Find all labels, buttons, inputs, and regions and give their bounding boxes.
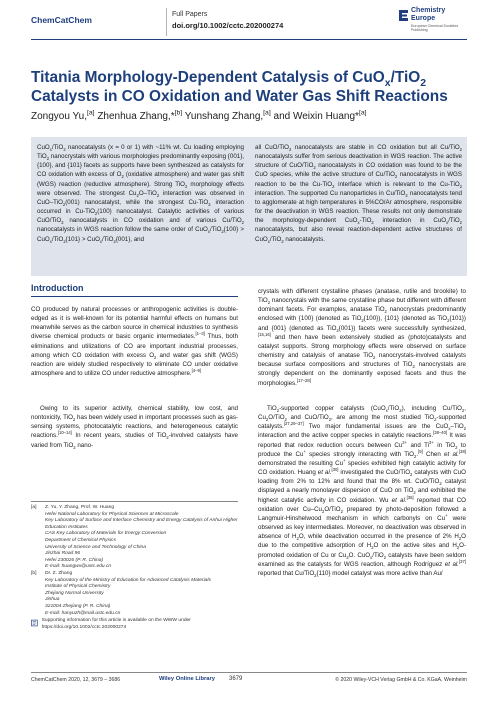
footer-citation: ChemCatChem 2020, 12, 3679 – 3686 — [31, 677, 121, 683]
right-paragraph-1: crystals with different crystalline phases (anatase, rutile and brookite) to TiO$_2$ nanocrystals with the same crystalline phase but different with different dominant facets. For examples, anatase TiO$_2$ nanocrystals predominantly enclosed with {100} (denoted as TiO$_2${100}), {101} (denoted as TiO$_2${101}) and {001} (denoted as TiO$_2${001}) facets were successfully synthesized,[15,16] and then have been extensively studied as (photo)catalysts and catalyst supports. Strong morphology effects were observed on surface chemistry and catalysis of anatase TiO$_2$ nanocrystals-involved catalysts because surface compositions and structures of TiO$_2$ nanocrystals are strongly dependent on the dominantly exposed facets and thus the morphologies.[17–28] — [258, 288, 466, 387]
affiliation-b-line: Key Laboratory of the Ministry of Education for Advanced Catalysis Materials — [45, 577, 211, 583]
right-paragraph-2: TiO$_2$-supported copper catalysts (CuO$_x$/TiO$_2$), including Cu/TiO$_2$, $Cu_2O/TiO_2$ and CuO/TiO$_2$, are among the most studied TiO$_2$-supported catalysts.[27,29–37] Two major fundamental issues are the CuO$_x$–TiO$_2$ interaction and the active copper species in catalytic reactions.[38–40] It was reported that redox reduction occurs between $Cu^{2+}$ and $Ti^{3+}$ in TiO$_2$ to produce the Cu+ species strongly interacting with TiO$_2$.[9] Chen et al.[38] demonstrated the resulting Cu+ species exhibited high catalytic activity for CO oxidation. Huang et al.[30] investigated the CuO/TiO$_2$ catalysts with CuO loading from 2% to 12% and found that the 8% wt. CuO/TiO$_2$ catalyst displayed a nearly monolayer dispersion of CuO on TiO$_2$ and exhibited the highest catalytic activity in CO oxidation. Wu et al.[36] reported that CO oxidation over $Cu-Cu_2O/TiO_2$ prepared by photo-deposition followed a Langmuir-Hinshelwood mechanism in which carbonyls on Cu+ were observed as key intermediates. Moreover, no deactivation was observed in absence of $H_2O$, while deactivation occurred in the presence of 2% $H_2O$ due to the competitive adsorption of $H_2O$ on the active sites and $H_2O$-promoted oxidation of Cu or $Cu_2O$. CuO$_x$/TiO$_2$ catalysts have been seldom examined as the catalysts for WGS reaction, although Rodríguez et al.[37] reported that Cu/TiO$_2${110} model catalyst was more active than Au/ — [258, 405, 467, 579]
logo-text-line1: Chemistry — [411, 7, 446, 14]
intro-paragraph-2: Owing to its superior activity, chemical stability, low cost, and nontoxicity, TiO$_2$ has been widely used in important processes such as gas-sensing systems, photocatalytic reactions, and heterogeneous catalytic reactions.[10–14] In recent years, studies of TiO$_2$-involved catalysts have varied from TiO$_2$ nano- — [31, 405, 238, 450]
introduction-heading: Introduction — [31, 283, 238, 297]
abstract-left-column: CuO$_x$/TiO$_2$ nanocatalysts (x = 0 or 1) with ~11% wt. Cu loading employing TiO$_2$ nanocrystals with various morphologies predominantly exposing {001}, {100}, and {101} facets as supports have been synthesized as catalysts for CO oxidation with excess of $O_2$ (oxidative atmosphere) and water gas shift (WGS) reaction (reductive atmosphere). Strong TiO$_2$ morphology effects were observed. The strongest $Cu_2O-TiO_2$ interaction was observed in CuO–TiO$_2$(001) nanocatalyst, while the strongest Cu-TiO$_2$ interaction occurred in Cu-TiO$_2$(100) nanocatalyst. Catalytic activities of various CuO/TiO$_2$ nanocatalysts in CO oxidation and of various Cu/TiO$_2$ nanocatalysts in WGS reaction follow the same order of CuO$_x$/TiO$_2${100} > CuO$_x$/TiO$_2${101} > CuO$_x$/TiO$_2${001}, and — [37, 144, 245, 244]
affiliation-b-body — [45, 571, 211, 617]
affiliation-a-line: Hefei National Laboratory for Physical Sciences at Microscale — [45, 511, 179, 517]
affiliation-a-email[interactable]: E-mail: huangwx@ustc.edu.cn — [45, 564, 112, 570]
affiliation-b-label: [b] — [31, 570, 37, 576]
footer-wiley-link[interactable]: Wiley Online Library — [159, 676, 215, 682]
intro-paragraph-1: CO produced by natural processes or anthropogenic activities is double-edged as it is well-known for its potential harmful effects on humans but meanwhile serves as the carbon source in chemical industries to synthesis diverse chemical products or basic organic intermediates.[1–3] Thus, both eliminations and utilizations of CO are important industrial processes, among which CO oxidation with excess $O_2$ and water gas shift (WGS) reaction are widely studied respectively to eliminate CO under oxidative atmosphere and to utilize CO under reductive atmosphere.[4–9] — [31, 306, 239, 378]
doi-link[interactable]: doi.org/10.1002/cctc.202000274 — [172, 21, 284, 30]
affiliation-a — [31, 505, 238, 571]
abstract-right-column: all CuO/TiO$_2$ nanocatalysts are stable in CO oxidation but all Cu/TiO$_2$ nanocatalysts suffer from serious deactivation in WGS reaction. The active structure of CuO/TiO$_2$ nanocatalysts in CO oxidation was found to be the CuO species, while the active structure of Cu/TiO$_2$ nanocatalysts in WGS reaction to be the Cu-TiO$_2$ interface which is relevant to the Cu-TiO$_2$ interaction. The supported Cu nanoparticles in Cu/TiO$_2$ nanocatalysts tend to agglomerate at high temperatures in 5%CO/Ar atmosphere, responsible for the deactivation in WGS reaction. These results not only demonstrate the morphology-dependent CuO$_x$-TiO$_2$ interaction in CuO$_x$/TiO$_2$ nanocatalysts, but also reveal reaction-dependent active structures of CuO$_x$/TiO$_2$ nanocatalysts. — [255, 144, 462, 244]
affiliation-b-line: Institute of Physical Chemistry — [45, 584, 111, 590]
affiliation-a-line: Hefei 230026 (P. R. China) — [45, 557, 104, 563]
journal-name: ChemCatChem — [31, 15, 92, 25]
logo-text-line2: Europe — [411, 15, 436, 22]
page-number: 3679 — [229, 676, 243, 682]
affiliation-a-line: Key Laboratory of Surface and Interface Chemistry and Energy Catalysis of Anhui Higher Education Institutes — [45, 518, 238, 530]
affiliation-b-email[interactable]: E-mail: hanyuzh@mail.ustc.edu.cn — [45, 610, 121, 616]
page-header — [0, 0, 496, 42]
affiliation-b — [31, 571, 238, 617]
affiliation-a-line: Department of Chemical Physics — [45, 537, 116, 543]
affiliation-a-names: Z. Yu, Y. Zhang, Prof. W. Huang — [45, 505, 115, 510]
affiliation-a-line: Jinzhai Road 96 — [45, 551, 81, 557]
author-list: Zongyou Yu,[a] Zhenhua Zhang,*[b] Yunshang Zhang,[a] and Weixin Huang*[a] — [31, 109, 367, 122]
section-label: Full Papers — [172, 11, 208, 18]
chemistry-europe-logo — [398, 6, 468, 38]
affiliation-a-line: CAS Key Laboratory of Materials for Energy Conversion — [45, 531, 167, 537]
article-title: Titania Morphology-Dependent Catalysis of CuO$_x$/TiO$_2$ Catalysts in CO Oxidation and Water Gas Shift Reactions — [31, 69, 448, 105]
header-rule — [31, 39, 467, 40]
affiliation-a-line: University of Science and Technology of China — [45, 544, 146, 550]
supporting-info — [31, 618, 238, 631]
affiliation-b-names: Dr. Z. Zhang — [45, 570, 73, 576]
footer-copyright: © 2020 Wiley-VCH Verlag GmbH & Co. KGaA, Weinheim — [335, 677, 467, 683]
affiliation-b-line: Jinhua — [45, 597, 60, 603]
supporting-info-text[interactable]: Supporting information for this article is available on the WWW under https://doi.org/10.1002/cctc.202000274 — [41, 618, 191, 630]
logo-text-line3: European Chemical Societies Publishing — [411, 24, 459, 33]
affiliation-a-body — [45, 505, 238, 571]
page-footer — [31, 672, 467, 687]
abstract-box — [31, 137, 467, 276]
affiliation-b-line: 321004 Zhejiang (P. R. China) — [45, 603, 111, 609]
affiliation-b-line: Zhejiang Normal University — [45, 590, 104, 596]
header-divider — [166, 8, 167, 36]
document-icon — [31, 619, 38, 627]
chemistry-europe-logo-icon — [398, 9, 409, 22]
affiliation-a-label: [a] — [31, 505, 37, 510]
affiliations-block — [31, 501, 238, 631]
